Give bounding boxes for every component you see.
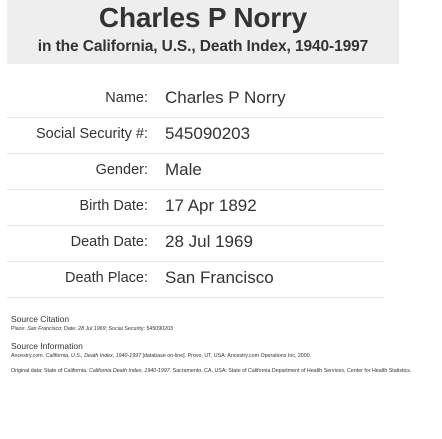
field-row-death-place	[0, 262, 442, 298]
field-label: Birth Date:	[79, 198, 148, 214]
source-info-title: California, U.S., Death Index, 1940-1997	[45, 352, 142, 359]
field-label: Death Place:	[64, 270, 148, 286]
source-info-rest: [database on-line]. Provo, UT, USA: Ancestry.com Operations Inc, 2000.	[141, 352, 312, 359]
citation-ssn: ; Social Security: 545090203	[105, 326, 173, 332]
field-label: Social Security #:	[35, 126, 148, 142]
row-divider	[7, 297, 384, 298]
citation-date-prefix: ; Date:	[61, 326, 79, 332]
person-name-title: Charles P Norry	[98, 2, 308, 33]
original-data-rest: . Sacramento, CA, USA: State of California Department of Health Services, Center for Health Statistics.	[169, 368, 412, 374]
record-header	[7, 0, 399, 64]
field-value: 17 Apr 1892	[165, 196, 257, 215]
field-value: Charles P Norry	[165, 88, 286, 107]
collection-subtitle: in the California, U.S., Death Index, 1940-1997	[37, 38, 369, 55]
source-info-prefix: Ancestry.com.	[11, 352, 46, 359]
field-row-birth-date	[0, 190, 442, 226]
source-information-heading: Source Information	[11, 340, 83, 351]
record-fields	[0, 82, 442, 298]
field-label: Gender:	[95, 162, 148, 178]
field-row-name	[0, 82, 442, 118]
citation-date: 28 Jul 1969	[78, 326, 106, 332]
field-row-ssn	[0, 118, 442, 154]
source-citation-heading: Source Citation	[11, 314, 70, 324]
field-row-gender	[0, 154, 442, 190]
source-information	[11, 341, 439, 361]
original-data-prefix: Original data: State of California.	[11, 368, 90, 374]
field-row-death-date	[0, 226, 442, 262]
source-information-text	[11, 352, 439, 361]
field-value: 28 Jul 1969	[165, 232, 253, 251]
field-value: 545090203	[165, 124, 251, 143]
field-value: San Francisco	[165, 268, 274, 287]
original-data	[11, 367, 439, 376]
field-label: Death Date:	[70, 234, 148, 250]
original-data-title: California Death Index, 1940-1997	[89, 368, 170, 374]
citation-place-prefix: Place:	[11, 326, 28, 332]
source-citation-text	[11, 325, 439, 334]
citation-place: San Francisco	[27, 326, 62, 332]
field-label: Name:	[105, 90, 148, 106]
original-data-text	[11, 367, 439, 376]
source-citation	[11, 314, 439, 334]
source-footer	[11, 314, 439, 383]
field-value: Male	[165, 160, 202, 179]
